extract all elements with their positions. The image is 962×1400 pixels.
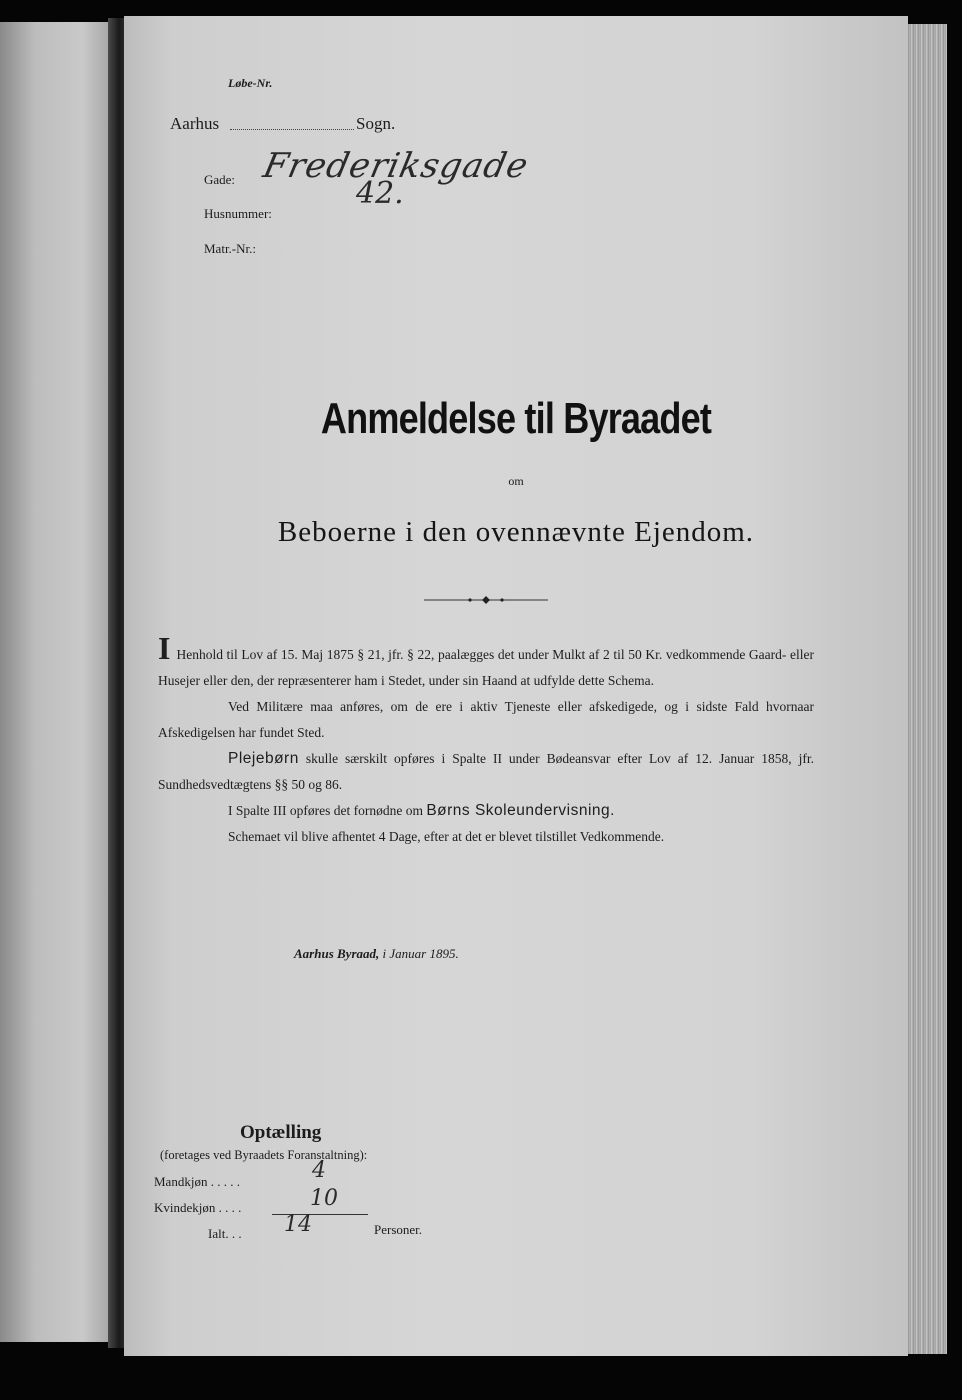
female-label: Kvindekjøn . . . . bbox=[154, 1200, 242, 1215]
document-page bbox=[124, 16, 908, 1356]
count-heading: Optælling bbox=[240, 1122, 322, 1143]
total-label: Ialt. . . bbox=[208, 1226, 242, 1241]
paragraph-4: I Spalte III opføres det fornødne om bbox=[228, 803, 423, 818]
paragraph-5: Schemaet vil blive afhentet 4 Dage, efter at det er blevet tilstillet Vedkommende. bbox=[228, 829, 665, 844]
ornament-divider bbox=[424, 594, 548, 606]
dropcap: I bbox=[158, 630, 171, 666]
document-title: Anmeldelse til Byraadet bbox=[320, 394, 712, 443]
gade-label: Gade: bbox=[204, 172, 236, 187]
gade-handwritten-value: Frederiksgade bbox=[259, 146, 533, 186]
female-count-handwritten: 10 bbox=[310, 1186, 338, 1211]
total-count-handwritten: 14 bbox=[284, 1212, 312, 1237]
facing-page-edge bbox=[0, 22, 118, 1342]
sogn-dotted-line bbox=[230, 129, 354, 130]
husnummer-handwritten-value: 42. bbox=[356, 176, 404, 211]
lobe-nr-label: Løbe-Nr. bbox=[228, 76, 273, 90]
skoleundervisning-emphasis: Børns Skoleundervisning. bbox=[426, 802, 615, 819]
paragraph-2: Ved Militære maa anføres, om de ere i aktiv Tjeneste eller afskedigede, og i sidste Fald hvornaar Afskedigelsen har fundet Sted. bbox=[158, 699, 814, 740]
matr-nr-label: Matr.-Nr.: bbox=[204, 241, 256, 256]
city-label: Aarhus bbox=[170, 114, 220, 133]
male-label: Mandkjøn . . . . . bbox=[154, 1174, 240, 1189]
document-subtitle: Beboerne i den ovennævnte Ejendom. bbox=[277, 516, 755, 548]
signature-place: Aarhus Byraad, bbox=[294, 946, 380, 961]
plejeborn-emphasis: Plejebørn bbox=[228, 750, 299, 767]
total-unit: Personer. bbox=[374, 1222, 423, 1237]
instructions-text bbox=[158, 630, 815, 850]
signature-date: i Januar 1895. bbox=[382, 946, 459, 961]
husnummer-label: Husnummer: bbox=[204, 206, 272, 221]
title-connector: om bbox=[508, 474, 524, 488]
sogn-label: Sogn. bbox=[356, 114, 396, 133]
paragraph-3: skulle særskilt opføres i Spalte II under Bødeansvar efter Lov af 12. Januar 1858, jfr. Sundhedsvedtægtens §§ 50 og 86. bbox=[158, 751, 815, 792]
male-count-handwritten: 4 bbox=[312, 1158, 326, 1183]
count-note: (foretages ved Byraadets Foranstaltning): bbox=[160, 1148, 368, 1162]
signature-line bbox=[294, 946, 459, 962]
paragraph-1: Henhold til Lov af 15. Maj 1875 § 21, jfr. § 22, paalægges det under Mulkt af 2 til 50 Kr. vedkommende Gaard- eller Husejer eller den, der repræsenterer ham i Stedet, under sin Haand at udfylde dette Schema. bbox=[158, 647, 814, 688]
